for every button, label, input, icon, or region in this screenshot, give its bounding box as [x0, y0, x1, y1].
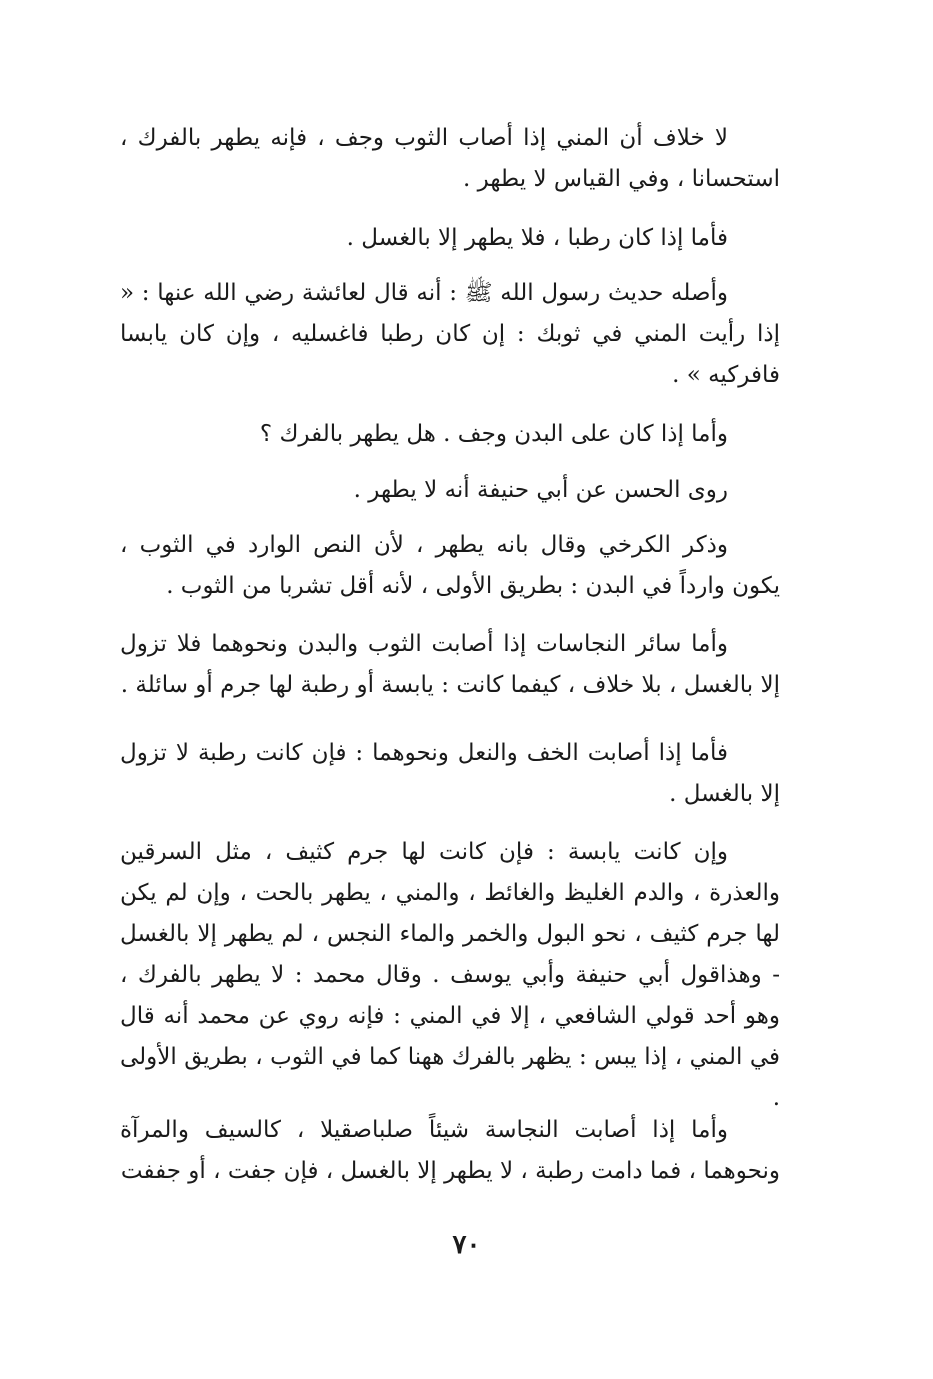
paragraph-text: وأصله حديث رسول الله ﷺ : أنه قال لعائشة رضي الله عنها : « إذا رأيت المني في ثوبك : إن كان رطبا فاغسليه ، وإن كان يابسا فافركيه » . — [120, 280, 780, 388]
paragraph-text: وأما إذا أصابت النجاسة شيئاً صلباصقيلا ، كالسيف والمرآة ونحوهما ، فما دامت رطبة ، لا يطهر إلا بالغسل ، فإن جفت ، أو جففت — [120, 1117, 780, 1184]
paragraph-text: فأما إذا كان رطبا ، فلا يطهر إلا بالغسل . — [346, 225, 728, 251]
paragraph-text: لا خلاف أن المني إذا أصاب الثوب وجف ، فإنه يطهر بالفرك ، استحسانا ، وفي القياس لا يطهر . — [120, 125, 780, 192]
paragraph-3 — [120, 273, 780, 396]
paragraph-text: وذكر الكرخي وقال بانه يطهر ، لأن النص الوارد في الثوب ، يكون وارداً في البدن : بطريق الأولى ، لأنه أقل تشربا من الثوب . — [120, 532, 780, 599]
paragraph-8 — [120, 733, 780, 815]
paragraph-text: روى الحسن عن أبي حنيفة أنه لا يطهر . — [353, 477, 728, 503]
paragraph-4 — [120, 414, 780, 455]
paragraph-7 — [120, 624, 780, 706]
paragraph-1 — [120, 118, 780, 200]
paragraph-5 — [120, 470, 780, 511]
paragraph-9 — [120, 832, 780, 1119]
paragraph-text: وأما سائر النجاسات إذا أصابت الثوب والبدن ونحوهما فلا تزول إلا بالغسل ، بلا خلاف ، كيفما كانت : يابسة أو رطبة لها جرم أو سائلة . — [120, 631, 780, 698]
paragraph-text: فأما إذا أصابت الخف والنعل ونحوهما : فإن كانت رطبة لا تزول إلا بالغسل . — [120, 740, 780, 807]
page-number: ٧٠ — [452, 1230, 481, 1260]
paragraph-text: وإن كانت يابسة : فإن كانت لها جرم كثيف ، مثل السرقين والعذرة ، والدم الغليظ والغائط ، والمني ، يطهر بالحت ، وإن لم يكن لها جرم كثيف ، نحو البول والخمر والماء النجس ، لم يطهر إلا بالغسل - وهذاقول أبي حنيفة وأبي يوسف . وقال محمد : لا يطهر بالفرك ، وهو أحد قولي الشافعي ، إلا في المني : فإنه روي عن محمد أنه قال في المني ، إذا يبس : يظهر بالفرك ههنا كما في الثوب ، بطريق الأولى . — [120, 839, 780, 1111]
paragraph-6 — [120, 525, 780, 607]
paragraph-10 — [120, 1110, 780, 1192]
paragraph-text: وأما إذا كان على البدن وجف . هل يطهر بالفرك ؟ — [259, 421, 728, 447]
paragraph-2 — [120, 218, 780, 259]
